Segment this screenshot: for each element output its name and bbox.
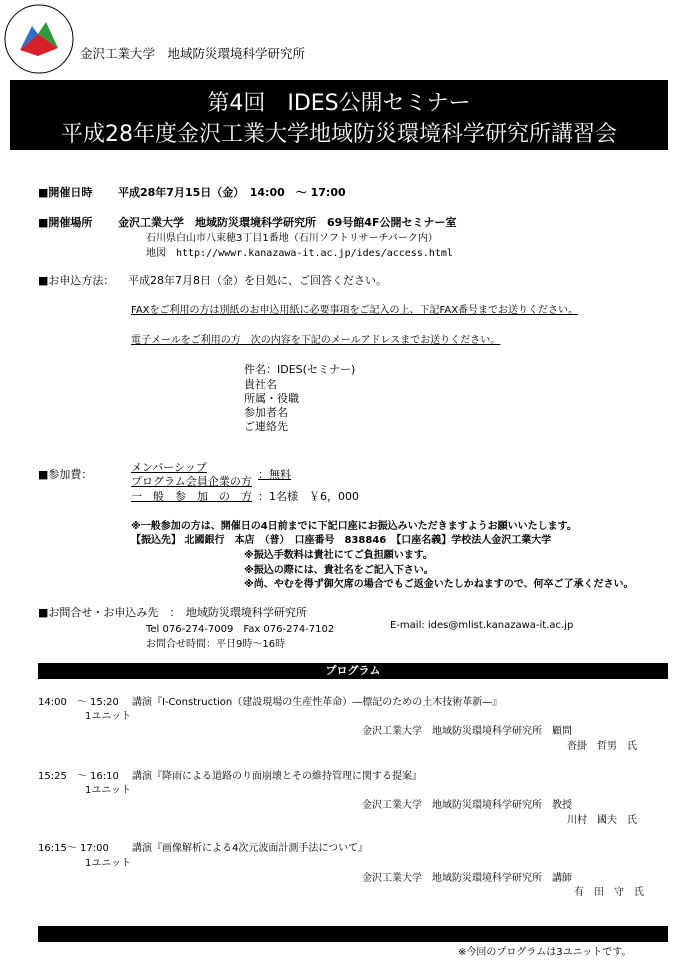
program-time: 16:15～ 17:00 xyxy=(38,843,109,854)
apply-label: ■お申込方法： xyxy=(38,274,115,287)
fax-note: FAXをご利用の方は別紙のお申込用紙に必要事項をご記入の上、下記FAX番号までお送りください。 xyxy=(131,305,579,316)
program-time: 14:00 ～ 15:20 xyxy=(38,697,119,708)
venue-address: 石川県白山市八束穂3丁目1番地（石川ソフトリサーチパーク内） xyxy=(146,233,438,244)
title-line-1: 第4回 IDES公開セミナー xyxy=(207,91,471,116)
email-item: 参加者名 xyxy=(244,406,288,419)
fee-note-3: ※振込の際には、貴社名をご記入下さい。 xyxy=(244,565,434,576)
institute-logo xyxy=(2,2,76,76)
fee-label: ■参加費： xyxy=(38,468,93,481)
email-note: 電子メールをご利用の方 次の内容を下記のメールアドレスまでお送りください。 xyxy=(131,335,501,346)
fee-price-free: ：無料 xyxy=(258,468,291,481)
program-units: 1ユニット xyxy=(85,858,131,869)
email-item: 所属・役職 xyxy=(244,392,299,405)
date-value: 平成28年7月15日（金） 14:00 ～ 17:00 xyxy=(118,186,346,199)
apply-value: 平成28年7月8日（金）を目処に、ご回答ください。 xyxy=(128,274,387,287)
program-speaker: 川村 國夫 氏 xyxy=(567,815,637,826)
program-speaker: 沓掛 哲男 氏 xyxy=(567,741,637,752)
venue-value: 金沢工業大学 地域防災環境科学研究所 69号館4F公開セミナー室 xyxy=(118,216,457,229)
footer-note: ※今回のプログラムは3ユニットです。 xyxy=(458,947,632,958)
fee-type-program: プログラム会員企業の方 xyxy=(131,475,252,488)
fee-price-general: ：1名様 ￥6，000 xyxy=(258,490,359,503)
program-title: 講演『I-Construction（建設現場の生産性革命）―標記のための土木技術革新―』 xyxy=(132,697,503,708)
bank-account: 【振込先】 北國銀行 本店 （普） 口座番号 838846 【口座名義】学校法人金沢工業大学 xyxy=(131,535,552,546)
contact-email[interactable]: E-mail: ides@mlist.kanazawa-it.ac.jp xyxy=(390,620,574,631)
contact-hours: お問合せ時間：平日9時～16時 xyxy=(146,639,286,650)
program-time: 15:25 ～ 16:10 xyxy=(38,771,119,782)
program-affiliation: 金沢工業大学 地域防災環境科学研究所 教授 xyxy=(362,800,572,811)
program-units: 1ユニット xyxy=(85,711,131,722)
program-speaker: 有 田 守 氏 xyxy=(574,887,644,898)
program-heading: プログラム xyxy=(38,663,668,679)
date-label: ■開催日時 xyxy=(38,186,93,199)
contact-label: ■お問合せ・お申込み先 ： 地域防災環境科学研究所 xyxy=(38,606,307,619)
email-item: 貴社名 xyxy=(244,378,277,391)
email-item: ご連絡先 xyxy=(244,420,288,433)
title-banner xyxy=(10,80,668,150)
program-affiliation: 金沢工業大学 地域防災環境科学研究所 顧問 xyxy=(362,726,572,737)
fee-note-4: ※尚、やむを得ず御欠席の場合でもご返金いたしかねますので、何卒ご了承ください。 xyxy=(244,579,634,590)
fee-type-membership: メンバーシップ xyxy=(131,461,207,474)
program-affiliation: 金沢工業大学 地域防災環境科学研究所 講師 xyxy=(362,873,572,884)
map-link[interactable]: 地図 http://wwwr.kanazawa-it.ac.jp/ides/access.html xyxy=(146,248,453,259)
program-units: 1ユニット xyxy=(85,785,131,796)
header-org: 金沢工業大学 地域防災環境科学研究所 xyxy=(80,46,306,61)
email-item: 件名：IDES(セミナー) xyxy=(244,363,356,376)
venue-label: ■開催場所 xyxy=(38,216,93,229)
contact-tel: Tel 076-274-7009 Fax 076-274-7102 xyxy=(146,624,335,635)
footer-bar xyxy=(38,926,668,942)
fee-note-2: ※振込手数料は貴社にてご負担願います。 xyxy=(244,550,433,561)
fee-type-general: 一 般 参 加 の 方 xyxy=(131,490,252,503)
program-title: 講演『降雨による道路のり面崩壊とその維持管理に関する提案』 xyxy=(132,771,422,782)
fee-note-1: ※一般参加の方は、開催日の4日前までに下記口座にお振込みいただきますようお願いいたします。 xyxy=(131,521,577,532)
title-line-2: 平成28年度金沢工業大学地域防災環境科学研究所講習会 xyxy=(61,122,617,147)
program-title: 講演『画像解析による4次元波面計測手法について』 xyxy=(132,843,369,854)
